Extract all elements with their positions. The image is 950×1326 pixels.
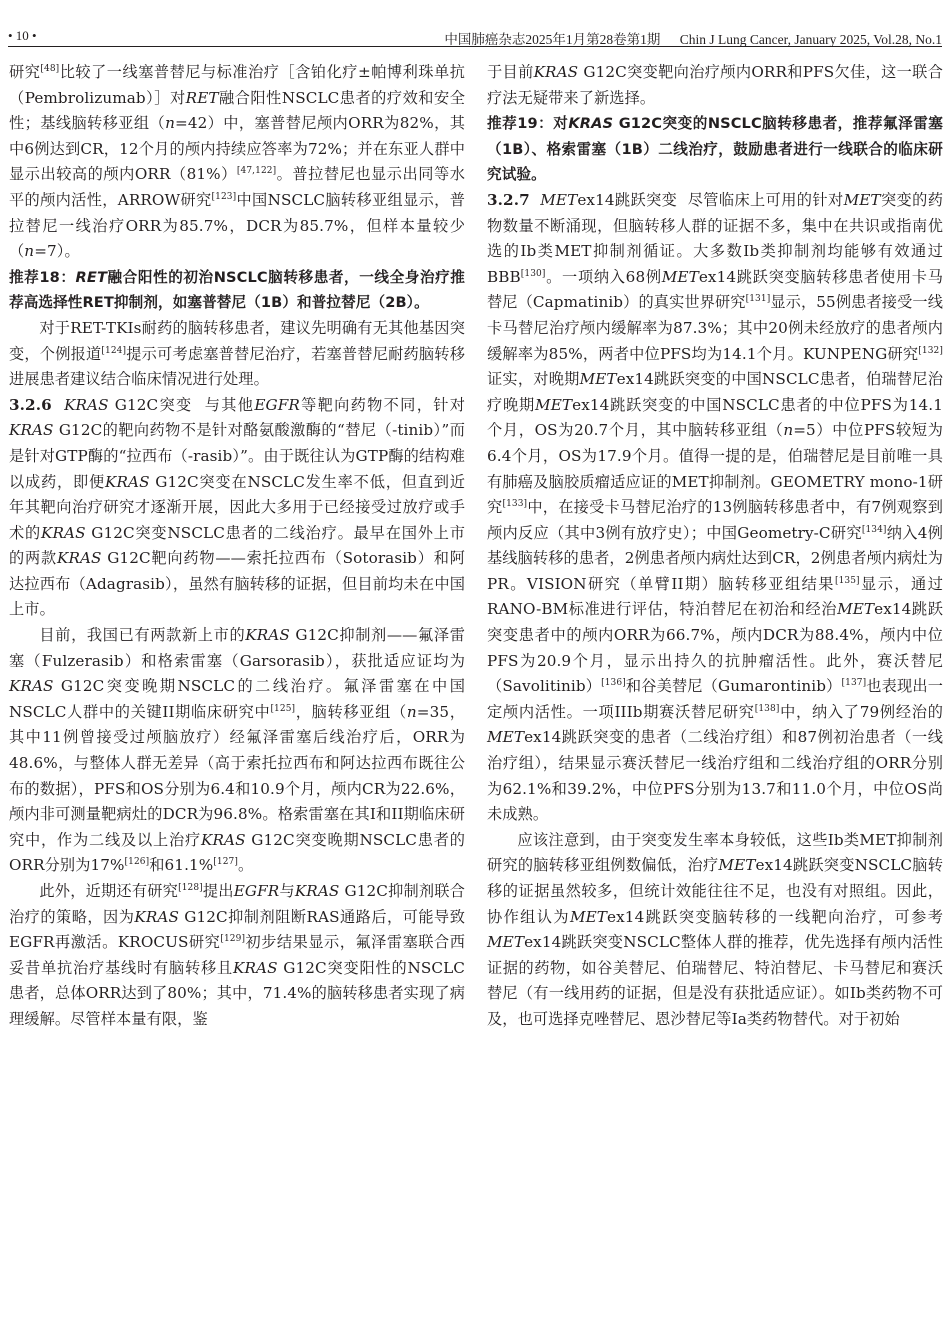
citation-ref: [131] [745,294,771,305]
recommendation-19: 推荐19：对KRAS G12C突变的NSCLC脑转移患者，推荐氟泽雷塞（1B）、格索雷塞（1B）二线治疗，鼓励患者进行一线联合的临床研究试验。 [487,115,943,184]
left-column [9,60,465,1033]
section-3-2-6 [9,393,465,623]
section-body: 尽管临床上可用的针对MET突变的药物数量不断涌现，但脑转移人群的证据不多，集中在共识或指南优选的Ib类MET抑制剂循证。大多数Ib类抑制剂均能够有效通过BBB[130]。一项纳入68例METex14跳跃突变脑转移患者使用卡马替尼（Capmatinib）的真实世界研究[131]显示，55例患者接受一线卡马替尼治疗颅内缓解率为87.3%；其中20例未经放疗的患者颅内缓解率为85%，两者中位PFS均为14.1个月。KUNPENG研究[132]证实，对晚期METex14跳跃突变的中国NSCLC患者，伯瑞替尼治疗晚期METex14跳跃突变的中国NSCLC患者的中位PFS为14.1个月，OS为20.7个月，其中脑转移亚组（n=5）中位PFS较短为6.4个月，OS为17.9个月。值得一提的是，伯瑞替尼是目前唯一具有肺癌及脑胶质瘤适应证的MET抑制剂。GEOMETRY mono-1研究[133]中，在接受卡马替尼治疗的13例脑转移患者中，有7例观察到颅内反应（其中3例有放疗史）；中国Geometry-C研究[134]纳入4例基线脑转移的患者，2例患者颅内病灶达到CR，2例患者颅内病灶为PR。VISION研究（单臂II期）脑转移亚组结果[135]显示，通过RANO-BM标准进行评估，特泊替尼在初治和经治METex14跳跃突变患者中的颅内ORR为66.7%，颅内DCR为88.4%，颅内中位PFS为20.9个月，显示出持久的抗肿瘤活性。此外，赛沃替尼（Savolitinib）[136]和谷美替尼（Gumarontinib）[137]也表现出一定颅内活性。一项IIIb期赛沃替尼研究[138]中，纳入了79例经治的METex14跳跃突变的患者（二线治疗组）和87例初治患者（一线治疗组），结果显示赛沃替尼一线治疗组和二线治疗组的ORR分别为62.1%和39.2%，中位PFS分别为13.7和11.0个月，中位OS尚未成熟。 [487,190,944,824]
section-title: KRAS G12C突变 [64,395,193,414]
section-title: METex14跳跃突变 [540,190,678,209]
section-3-2-7 [487,188,943,828]
journal-citation [444,28,942,48]
citation-ref: [132] [918,345,943,356]
citation-ref: [126] [124,857,150,868]
citation-ref: [123] [211,191,237,202]
citation-ref: [124] [101,345,127,356]
journal-title-en: Chin J Lung Cancer, January 2025, Vol.28, No.1 [679,32,942,47]
citation-ref: [130] [520,268,546,279]
citation-ref: [127] [213,857,238,868]
citation-ref: [136] [601,678,626,689]
paragraph: 研究[48]比较了一线塞普替尼与标准治疗［含铂化疗±帕博利珠单抗（Pembrolizumab）］对RET融合阳性NSCLC患者的疗效和安全性；基线脑转移亚组（n=42）中，塞普替尼颅内ORR为82%，其中6例达到CR，12个月的颅内持续应答率为72%；并在东亚人群中显示出较高的颅内ORR（81%）[47,122]。普拉替尼也显示出同等水平的颅内活性，ARROW研究[123]中国NSCLC脑转移亚组显示，普拉替尼一线治疗ORR为85.7%，DCR为85.7%，但样本量较少（n=7）。 [9,63,466,261]
citation-ref: [47,122] [236,166,277,177]
paragraph: 此外，近期还有研究[128]提出EGFR与KRAS G12C抑制剂联合治疗的策略，因为KRAS G12C抑制剂阻断RAS通路后，可能导致EGFR再激活。KROCUS研究[129]初步结果显示，氟泽雷塞联合西妥昔单抗治疗基线时有脑转移且KRAS G12C突变阳性的NSCLC患者，总体ORR达到了80%；其中，71.4%的脑转移患者实现了病理缓解。尽管样本量有限，鉴 [9,882,465,1028]
paragraph: 应该注意到，由于突变发生率本身较低，这些Ib类MET抑制剂研究的脑转移亚组例数偏低，治疗METex14跳跃突变NSCLC脑转移的证据虽然较多，但统计效能往往不足，也没有对照组。因此，协作组认为METex14跳跃突变脑转移的一线靶向治疗，可参考METex14跳跃突变NSCLC整体人群的推荐，优先选择有颅内活性证据的药物，如谷美替尼、伯瑞替尼、特泊替尼、卡马替尼和赛沃替尼（有一线用药的证据，但是没有获批适应证）。如Ib类药物不可及，也可选择克唑替尼、恩沙替尼等Ia类药物替代。对于初始 [487,830,944,1028]
section-number: 3.2.7 [487,190,530,209]
citation-ref: [135] [834,575,860,586]
paragraph: 目前，我国已有两款新上市的KRAS G12C抑制剂——氟泽雷塞（Fulzerasib）和格索雷塞（Garsorasib），获批适应证均为KRAS G12C突变晚期NSCLC的二线治疗。氟泽雷塞在中国NSCLC人群中的关键II期临床研究中[125]，脑转移亚组（n=35，其中11例曾接受过颅脑放疗）经氟泽雷塞后线治疗后，ORR为48.6%，与整体人群无差异（高于索托拉西布和阿达拉西布既往公布的数据），PFS和OS分别为6.4和10.9个月，颅内CR为22.6%，颅内非可测量靶病灶的DCR为96.8%。格索雷塞在其I和II期临床研究中，作为二线及以上治疗KRAS G12C突变晚期NSCLC患者的ORR分别为17%[126]和61.1%[127]。 [9,626,466,875]
citation-ref: [138] [754,703,780,714]
paragraph: 对于RET-TKIs耐药的脑转移患者，建议先明确有无其他基因突变，个例报道[124]提示可考虑塞普替尼治疗，若塞普替尼耐药脑转移进展患者建议结合临床情况进行处理。 [9,318,465,389]
section-number: 3.2.6 [9,395,52,414]
section-body: 与其他EGFR等靶向药物不同，针对KRAS G12C的靶向药物不是针对酪氨酸激酶的“替尼（-tinib）”而是针对GTP酶的“拉西布（-rasib）”。由于既往认为GTP酶的结构难以成药，即便KRAS G12C突变在NSCLC发生率不低，但直到近年其靶向治疗研究才逐渐开展，因此大多用于已经接受过放疗或手术的KRAS G12C突变NSCLC患者的二线治疗。最早在国外上市的两款KRAS G12C靶向药物——索托拉西布（Sotorasib）和阿达拉西布（Adagrasib），虽然有脑转移的证据，但目前均未在中国上市。 [9,395,465,619]
citation-ref: [129] [220,934,246,945]
running-header [8,26,942,47]
journal-title-cn: 中国肺癌杂志2025年1月第28卷第1期 [444,32,661,47]
citation-ref: [133] [502,499,528,510]
right-column [487,60,943,1033]
paragraph: 于目前KRAS G12C突变靶向治疗颅内ORR和PFS欠佳，这一联合疗法无疑带来了新选择。 [487,63,943,107]
citation-ref: [125] [270,703,296,714]
citation-ref: [137] [841,678,867,689]
citation-ref: [128] [178,883,203,893]
citation-ref: [134] [861,524,887,535]
citation-ref: [48] [40,64,60,74]
recommendation-18: 推荐18：RET融合阳性的初治NSCLC脑转移患者，一线全身治疗推荐高选择性RET抑制剂，如塞普替尼（1B）和普拉替尼（2B）。 [9,268,465,312]
page-number: • 10 • [8,28,37,43]
